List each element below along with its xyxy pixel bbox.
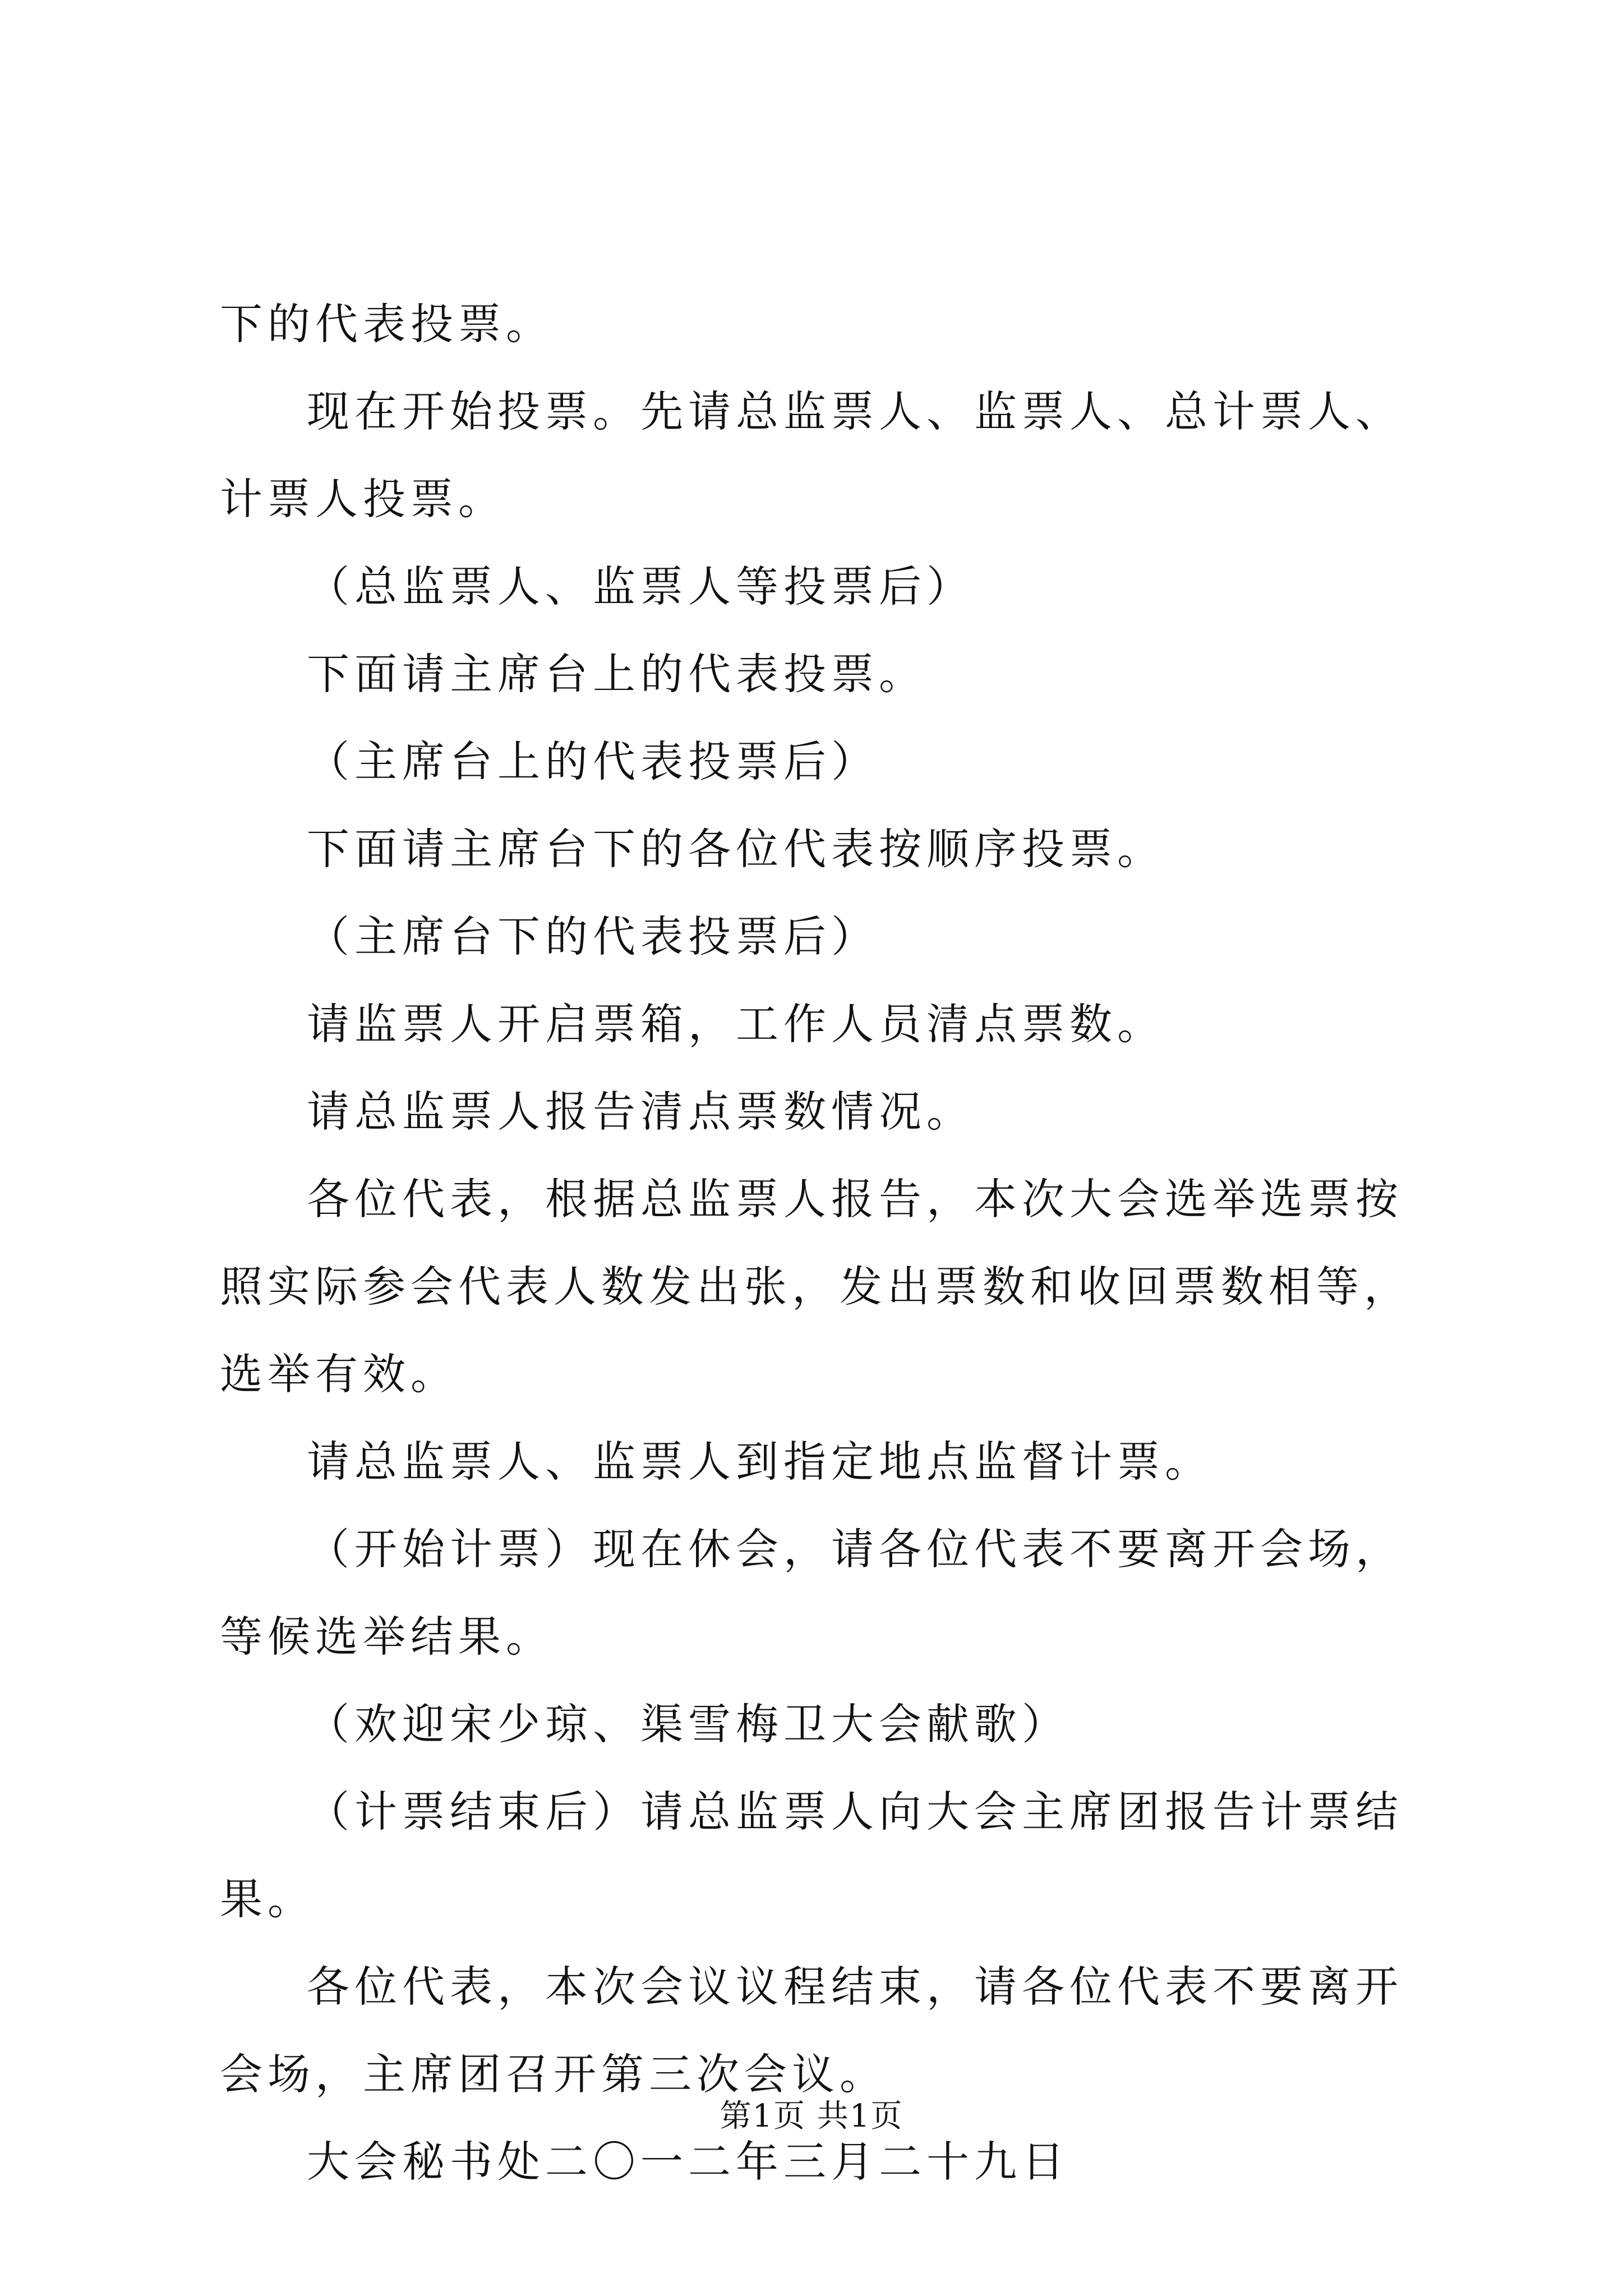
paragraph-election-valid: 各位代表，根据总监票人报告，本次大会选举选票按照实际参会代表人数发出张，发出票数和收回票数相等，选举有效。	[220, 1174, 1412, 1399]
paragraph-floor-vote: 下面请主席台下的各位代表按顺序投票。	[307, 824, 1165, 874]
paragraph-report-count: 请总监票人报告清点票数情况。	[307, 1087, 974, 1137]
page-footer: 第1页 共1页	[720, 2098, 903, 2134]
document-body	[220, 280, 1431, 2206]
paragraph-report-result: （计票结束后）请总监票人向大会主席团报告计票结果。	[220, 1787, 1403, 1924]
paragraph-note-floor-voted: （主席台下的代表投票后）	[307, 912, 879, 961]
paragraph-rostrum-vote: 下面请主席台上的代表投票。	[307, 649, 926, 699]
paragraph-open-ballot-box: 请监票人开启票箱，工作人员清点票数。	[307, 999, 1165, 1049]
paragraph-supervise-count: 请总监票人、监票人到指定地点监督计票。	[307, 1437, 1212, 1487]
paragraph-note-rostrum-voted: （主席台上的代表投票后）	[307, 737, 879, 786]
paragraph-start-voting: 现在开始投票。先请总监票人、监票人、总计票人、计票人投票。	[220, 386, 1403, 524]
paragraph-agenda-end: 各位代表，本次会议议程结束，请各位代表不要离开会场，主席团召开第三次会议。	[220, 1962, 1403, 2099]
paragraph-signature-date: 大会秘书处二〇一二年三月二十九日	[307, 2137, 1069, 2187]
paragraph-note-monitors-voted: （总监票人、监票人等投票后）	[307, 562, 974, 611]
paragraph-recess: （开始计票）现在休会，请各位代表不要离开会场，等候选举结果。	[220, 1524, 1403, 1662]
paragraph-song: （欢迎宋少琼、渠雪梅卫大会献歌）	[307, 1699, 1069, 1749]
paragraph-continuation: 下的代表投票。	[220, 299, 554, 349]
